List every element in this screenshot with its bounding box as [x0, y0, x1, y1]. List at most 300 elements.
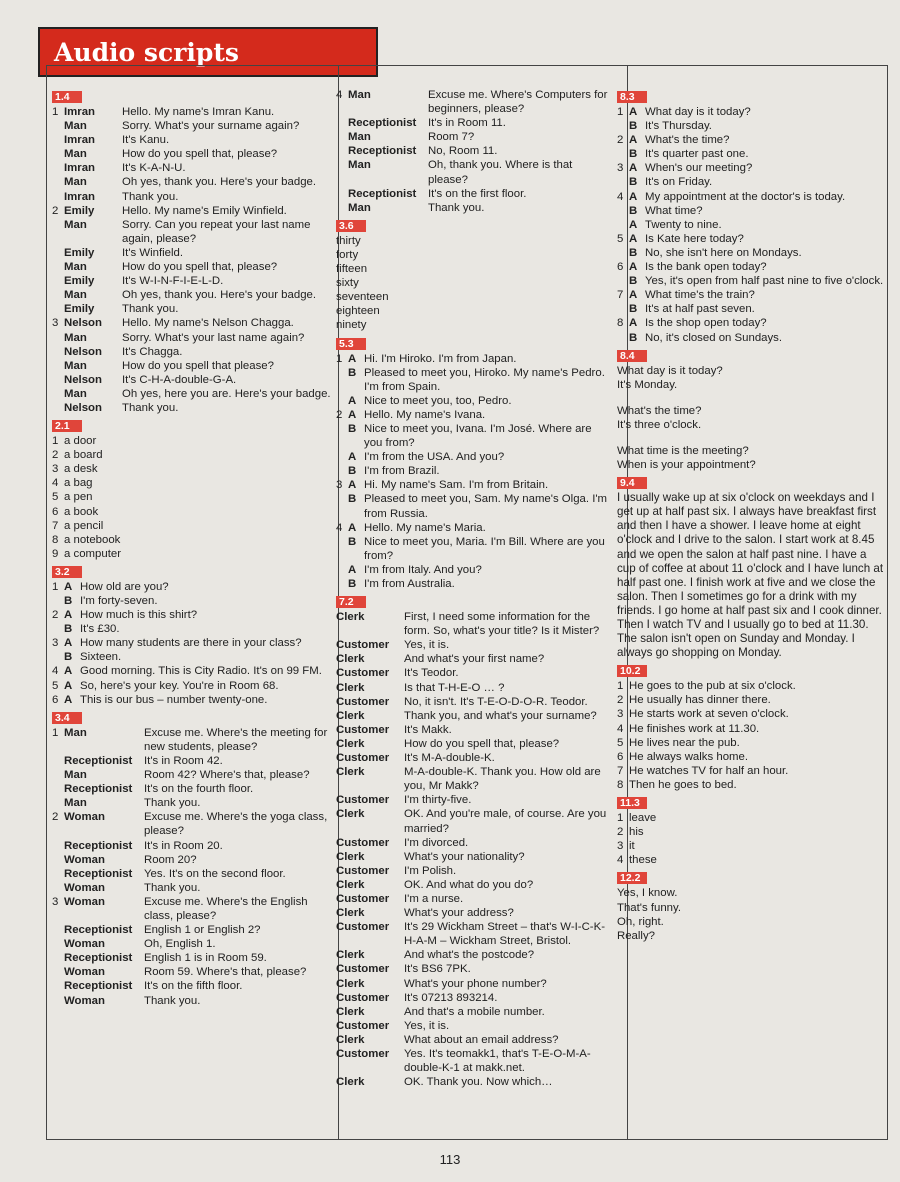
- page-number: 113: [439, 1152, 461, 1167]
- section-7-2: [336, 593, 608, 1089]
- item-number: 4: [617, 190, 624, 203]
- dialog-line: [52, 923, 332, 937]
- line-text: What day is it today?: [645, 106, 751, 118]
- line-text: It's quarter past one.: [645, 148, 749, 161]
- line-text: Excuse me. Where's the meeting for new students, please?: [144, 726, 328, 753]
- dialog-list: [336, 352, 608, 592]
- speaker: B: [629, 148, 638, 161]
- speaker: B: [64, 651, 73, 664]
- text-line: What's the time?: [617, 404, 702, 417]
- line-text: He starts work at seven o'clock.: [629, 708, 789, 721]
- line-text: OK. And what do you do?: [404, 878, 534, 891]
- dialog-line: [52, 650, 332, 664]
- item-number: [52, 260, 64, 274]
- speaker: Man: [348, 159, 371, 172]
- item-number: [52, 345, 64, 359]
- line-text: a pencil: [64, 519, 104, 532]
- dialog-line: [336, 464, 608, 478]
- list-item: [52, 519, 332, 533]
- text-line: It's three o'clock.: [617, 418, 702, 431]
- dialog-line: [52, 867, 332, 881]
- dialog-line: [52, 636, 332, 650]
- line-text: What time?: [645, 204, 703, 217]
- speaker: Clerk: [336, 949, 365, 962]
- section-3-4: [52, 709, 332, 1008]
- line-text: I'm forty-seven.: [80, 595, 158, 607]
- line-text: It's Makk.: [404, 723, 452, 736]
- item-number: 4: [617, 722, 624, 735]
- line-text: How do you spell that please?: [122, 359, 274, 372]
- dialog-line: [336, 535, 608, 563]
- speaker: Woman: [64, 966, 105, 979]
- item-number: 4: [52, 665, 59, 678]
- line-text: Room 7?: [428, 131, 475, 144]
- text-line: It's Monday.: [617, 378, 678, 391]
- line-text: It's Thursday.: [645, 120, 712, 133]
- section-tag: 7.2: [336, 596, 366, 608]
- dialog-line: [336, 352, 608, 366]
- item-number: [336, 158, 348, 186]
- item-number: [52, 133, 64, 147]
- list-item: [617, 778, 887, 792]
- item-number: [52, 274, 64, 288]
- dialog-line: [617, 190, 887, 204]
- item-number: 4: [52, 477, 59, 490]
- dialog-line: [52, 979, 332, 993]
- speaker: Clerk: [336, 1076, 365, 1089]
- item-number: [336, 464, 348, 478]
- item-number: 3: [52, 637, 59, 650]
- dialog-line: [336, 116, 608, 130]
- speaker: Emily: [64, 303, 95, 316]
- item-number: [336, 366, 348, 394]
- item-number: 5: [52, 679, 59, 692]
- item-number: [52, 881, 64, 895]
- speaker: Receptionist: [64, 867, 133, 880]
- list-item: [52, 434, 332, 448]
- line-text: Thank you.: [428, 201, 485, 214]
- section-tag: 9.4: [617, 477, 647, 489]
- dialog-line: [52, 839, 332, 853]
- dialog-line: [617, 288, 887, 302]
- speaker: Woman: [64, 938, 105, 951]
- speaker: Man: [64, 218, 87, 231]
- dialog-line: [52, 246, 332, 260]
- dialog-line: [52, 580, 332, 594]
- speaker: A: [64, 665, 73, 678]
- item-number: 3: [336, 479, 343, 492]
- list-item: [617, 825, 887, 839]
- dialog-line: [617, 302, 887, 316]
- item-number: [52, 401, 64, 415]
- dialog-line: [52, 608, 332, 622]
- dialog-line: [336, 765, 608, 793]
- line-text: Hello. My name's Imran Kanu.: [122, 106, 275, 118]
- paragraph: I usually wake up at six o'clock on weekdays and I get up at half past six. I always have breakfast first and then I have a shower. I leave home at eight o'clock and I drive to the salon. I start work at 8.45 and we open the salon at half past nine. I have a cup of coffee at about 11 o'clock and I have lunch at half past one. I finish work at five and we close the salon. Then I sometimes go for a drink with my friends. I go home at half past six and I cook dinner. Then I watch TV and I usually go to bed at 11.30. The salon isn't open on Sunday and Monday. I always go shopping on Monday.: [617, 491, 884, 660]
- line-text: a pen: [64, 491, 93, 504]
- item-number: [52, 867, 64, 881]
- speaker: A: [348, 563, 357, 576]
- line-text: How do you spell that, please?: [122, 148, 278, 161]
- item-number: 1: [52, 106, 59, 118]
- line-text: Yes. It's teomakk1, that's T-E-O-M-A-double-K-1 at makk.net.: [404, 1048, 591, 1075]
- speaker: Clerk: [336, 977, 365, 990]
- line-text: How many students are there in your class?: [80, 637, 302, 650]
- line-text: It's Kanu.: [122, 134, 170, 147]
- line-text: Thank you, and what's your surname?: [404, 709, 597, 722]
- line-text: What's the time?: [645, 134, 730, 147]
- item-number: 2: [336, 408, 343, 421]
- section-3-2: [52, 563, 332, 707]
- speaker: Receptionist: [64, 754, 133, 767]
- dialog-line: [52, 726, 332, 754]
- item-number: 8: [52, 533, 59, 546]
- column-3: [617, 88, 887, 945]
- speaker: Clerk: [336, 709, 365, 722]
- item-number: [617, 147, 629, 161]
- line-text: Excuse me. Where's the English class, please?: [144, 895, 308, 922]
- text-line: forty: [336, 248, 359, 261]
- item-number: [52, 119, 64, 133]
- list-item: [617, 679, 887, 693]
- item-number: [617, 119, 629, 133]
- column-2: [336, 88, 608, 1091]
- line-text: I'm a nurse.: [404, 892, 464, 905]
- item-number: [336, 450, 348, 464]
- speaker: Clerk: [336, 850, 365, 863]
- dialog-list: [52, 580, 332, 707]
- speaker: Man: [64, 726, 87, 739]
- dialog-line: [336, 492, 608, 520]
- list-item: [52, 533, 332, 547]
- numbered-list: [617, 679, 887, 792]
- dialog-line: [52, 622, 332, 636]
- list-item: [52, 505, 332, 519]
- speaker: A: [629, 261, 638, 274]
- dialog-line: [336, 422, 608, 450]
- speaker: Customer: [336, 695, 390, 708]
- section-11-3: [617, 794, 887, 867]
- line-text: Nice to meet you, Maria. I'm Bill. Where are you from?: [364, 535, 605, 562]
- dialog-line: [336, 130, 608, 144]
- line-text: Oh yes, thank you. Here's your badge.: [122, 289, 317, 302]
- item-number: 2: [617, 826, 624, 839]
- line-text: It's on the first floor.: [428, 187, 527, 200]
- item-number: [52, 594, 64, 608]
- speaker: Imran: [64, 106, 96, 118]
- line-text: a computer: [64, 547, 121, 560]
- line-text: Thank you.: [122, 401, 179, 414]
- item-number: 1: [336, 352, 343, 365]
- list-item: [52, 448, 332, 462]
- speaker: Customer: [336, 752, 390, 765]
- speaker: Man: [64, 176, 87, 189]
- item-number: 6: [617, 750, 624, 763]
- dialog-line: [336, 948, 608, 962]
- line-text: a board: [64, 449, 103, 462]
- line-text: Twenty to nine.: [645, 218, 722, 231]
- item-number: 5: [617, 736, 624, 749]
- line-text: And that's a mobile number.: [404, 1005, 545, 1018]
- speaker: A: [629, 162, 638, 175]
- line-text: It's £30.: [80, 623, 120, 636]
- list-item: [52, 476, 332, 490]
- dialog-line: [52, 853, 332, 867]
- speaker: Man: [64, 261, 87, 274]
- speaker: Woman: [64, 881, 105, 894]
- line-text: Room 59. Where's that, please?: [144, 966, 307, 979]
- dialog-line: [336, 1005, 608, 1019]
- dialog-line: [336, 521, 608, 535]
- item-number: 1: [617, 812, 624, 825]
- section-tag: 5.3: [336, 338, 366, 350]
- item-number: 4: [617, 854, 624, 867]
- item-number: 2: [617, 694, 624, 707]
- item-number: [617, 204, 629, 218]
- dialog-line: [617, 204, 887, 218]
- line-text: And what's your first name?: [404, 653, 545, 666]
- speaker: B: [348, 535, 357, 548]
- speaker: Man: [64, 120, 87, 133]
- speaker: A: [348, 408, 357, 421]
- item-number: [52, 994, 64, 1008]
- item-number: 2: [52, 204, 59, 217]
- item-number: [52, 373, 64, 387]
- dialog-list: [617, 105, 887, 345]
- column-1: [52, 88, 332, 1010]
- section-tag: 3.2: [52, 566, 82, 578]
- text-line: That's funny.: [617, 901, 682, 914]
- line-text: a door: [64, 435, 97, 448]
- dialog-line: [52, 965, 332, 979]
- item-number: [52, 979, 64, 993]
- dialog-line: [617, 105, 887, 119]
- speaker: Customer: [336, 921, 390, 934]
- line-text: It's at half past seven.: [645, 303, 755, 316]
- speaker: A: [64, 580, 73, 593]
- dialog-line: [52, 782, 332, 796]
- speaker: Clerk: [336, 1033, 365, 1046]
- line-text: Sorry. What's your last name again?: [122, 331, 305, 344]
- section-tag: 8.4: [617, 350, 647, 362]
- line-text: it: [629, 840, 635, 853]
- dialog-line: [336, 850, 608, 864]
- line-text: Thank you.: [122, 190, 179, 203]
- list-item: [617, 839, 887, 853]
- section-tag: 11.3: [617, 797, 647, 809]
- item-number: [52, 965, 64, 979]
- dialog-line: [52, 594, 332, 608]
- line-text: When's our meeting?: [645, 162, 753, 175]
- item-number: 1: [52, 580, 59, 593]
- item-number: [52, 796, 64, 810]
- item-number: [52, 768, 64, 782]
- item-number: 1: [617, 680, 624, 693]
- dialog-line: [336, 666, 608, 680]
- speaker: A: [348, 479, 357, 492]
- speaker: B: [629, 204, 638, 217]
- speaker: Man: [64, 359, 87, 372]
- line-text: My appointment at the doctor's is today.: [645, 190, 846, 203]
- speaker: Woman: [64, 811, 105, 824]
- dialog-line: [617, 246, 887, 260]
- line-text: No, she isn't here on Mondays.: [645, 246, 802, 259]
- dialog-line: [617, 175, 887, 189]
- line-text: It's on the fourth floor.: [144, 783, 254, 796]
- line-text: It's in Room 42.: [144, 754, 223, 767]
- item-number: [52, 782, 64, 796]
- text-line: Yes, I know.: [617, 887, 678, 900]
- speaker: B: [348, 578, 357, 590]
- line-text: Thank you.: [144, 797, 201, 810]
- speaker: Man: [348, 201, 371, 214]
- text-line: fifteen: [336, 263, 368, 276]
- dialog-line: [52, 387, 332, 401]
- dialog-line: [336, 201, 608, 215]
- section-tag: 8.3: [617, 91, 647, 103]
- item-number: [336, 563, 348, 577]
- dialog-line: [336, 878, 608, 892]
- line-text: It's M-A-double-K.: [404, 752, 495, 765]
- item-number: [336, 422, 348, 450]
- dialog-line: [617, 119, 887, 133]
- section-1-4: [52, 88, 332, 415]
- dialog-line: [336, 681, 608, 695]
- item-number: 7: [617, 764, 624, 777]
- section-10-2: [617, 662, 887, 792]
- item-number: 6: [617, 261, 624, 274]
- list-item: [617, 722, 887, 736]
- line-text: Oh, thank you. Where is that please?: [428, 159, 573, 186]
- dialog-line: [336, 408, 608, 422]
- dialog-line: [52, 754, 332, 768]
- line-text: a book: [64, 505, 99, 518]
- list-item: [617, 707, 887, 721]
- item-number: [52, 937, 64, 951]
- line-text: It's in Room 11.: [428, 117, 506, 130]
- dialog-line: [336, 807, 608, 835]
- speaker: B: [629, 120, 638, 133]
- text-line: sixty: [336, 277, 359, 290]
- item-number: 8: [617, 317, 624, 330]
- line-text: How much is this shirt?: [80, 609, 198, 622]
- dialog-line: [336, 906, 608, 920]
- dialog-line: [336, 836, 608, 850]
- numbered-list: [52, 434, 332, 561]
- list-item: [617, 811, 887, 825]
- line-text: leave: [629, 812, 657, 825]
- item-number: [52, 923, 64, 937]
- text-line: What day is it today?: [617, 364, 723, 377]
- section-2-1: [52, 417, 332, 561]
- speaker: Emily: [64, 275, 95, 288]
- line-text: Is Kate here today?: [645, 232, 744, 245]
- item-number: [52, 246, 64, 260]
- dialog-line: [52, 204, 332, 218]
- item-number: [617, 218, 629, 232]
- item-number: [336, 201, 348, 215]
- speaker: A: [348, 394, 357, 407]
- line-text: Thank you.: [144, 994, 201, 1007]
- line-text: Excuse me. Where's the yoga class, please?: [144, 811, 328, 838]
- dialog-line: [52, 895, 332, 923]
- speaker: A: [629, 106, 638, 118]
- list-item: [52, 490, 332, 504]
- dialog-line: [617, 133, 887, 147]
- line-text: Room 20?: [144, 853, 197, 866]
- speaker: Customer: [336, 667, 390, 680]
- item-number: [336, 187, 348, 201]
- line-text: It's Winfield.: [122, 246, 184, 259]
- line-text: Thank you.: [122, 303, 179, 316]
- speaker: Emily: [64, 204, 95, 217]
- line-text: Is the shop open today?: [645, 317, 767, 330]
- dialog-line: [336, 723, 608, 737]
- dialog-line: [52, 796, 332, 810]
- line-text: OK. And you're male, of course. Are you married?: [404, 808, 607, 835]
- line-text: I'm divorced.: [404, 836, 469, 849]
- dialog-line: [52, 359, 332, 373]
- speaker: Nelson: [64, 345, 102, 358]
- text-lines: [617, 364, 887, 473]
- dialog-line: [336, 751, 608, 765]
- speaker: B: [348, 493, 357, 506]
- dialog-line: [336, 892, 608, 906]
- dialog-line: [336, 793, 608, 807]
- dialog-line: [617, 218, 887, 232]
- section-tag: 3.4: [52, 712, 82, 724]
- dialog-list: [336, 610, 608, 1089]
- item-number: [336, 394, 348, 408]
- item-number: 6: [52, 505, 59, 518]
- dialog-line: [617, 260, 887, 274]
- dialog-line: [52, 119, 332, 133]
- line-text: It's 07213 893214.: [404, 991, 498, 1004]
- speaker: Customer: [336, 723, 390, 736]
- dialog-line: [52, 175, 332, 189]
- speaker: B: [348, 366, 357, 379]
- speaker: Imran: [64, 162, 96, 175]
- line-text: a notebook: [64, 533, 121, 546]
- line-text: Hello. My name's Maria.: [364, 521, 486, 534]
- item-number: 9: [52, 547, 59, 560]
- item-number: [52, 839, 64, 853]
- word-list: [336, 234, 608, 333]
- item-number: [617, 331, 629, 345]
- text-line: thirty: [336, 234, 361, 247]
- item-number: 6: [52, 693, 59, 706]
- line-text: Nice to meet you, too, Pedro.: [364, 394, 512, 407]
- item-number: [52, 302, 64, 316]
- line-text: It's BS6 7PK.: [404, 963, 471, 976]
- item-number: [52, 175, 64, 189]
- line-text: Oh, English 1.: [144, 938, 216, 951]
- line-text: He goes to the pub at six o'clock.: [629, 680, 796, 693]
- line-text: It's 29 Wickham Street – that's W-I-C-K-H-A-M – Wickham Street, Bristol.: [404, 921, 605, 948]
- item-number: 4: [336, 521, 343, 534]
- dialog-line: [52, 373, 332, 387]
- speaker: Clerk: [336, 737, 365, 750]
- section-8-4: [617, 347, 887, 473]
- speaker: A: [64, 679, 73, 692]
- line-text: He lives near the pub.: [629, 736, 740, 749]
- item-number: [52, 359, 64, 373]
- item-number: [336, 144, 348, 158]
- dialog-line: [336, 652, 608, 666]
- speaker: Receptionist: [64, 783, 133, 796]
- dialog-line: [52, 810, 332, 838]
- line-text: Is that T-H-E-O … ?: [404, 681, 505, 694]
